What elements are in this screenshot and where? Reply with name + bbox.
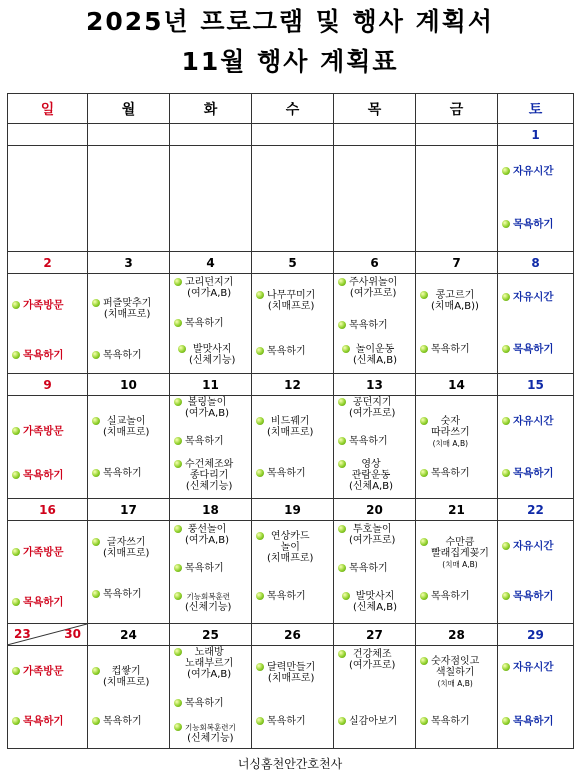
event-item: 실감아보기 <box>338 716 413 727</box>
weekday-tue: 화 <box>170 94 252 124</box>
event-cell <box>170 146 252 252</box>
event-item: 자유시간 <box>502 662 571 673</box>
event-item: 목욕하기 <box>502 716 571 727</box>
event-cell <box>416 396 498 499</box>
event-cell <box>498 646 574 749</box>
event-item: 목욕하기 <box>92 589 167 600</box>
event-cell <box>334 396 416 499</box>
bullet-icon <box>256 347 264 355</box>
event-cell <box>498 274 574 374</box>
bullet-icon <box>502 220 510 228</box>
event-item: 목욕하기 <box>256 346 331 357</box>
event-item: 컵쌓기 (치매프로) <box>92 666 167 688</box>
event-item: 퍼즐맞추기 (치매프로) <box>92 298 167 320</box>
date-cell: 14 <box>416 374 498 396</box>
event-item: 기능회복훈련 (신체기능) <box>174 591 249 613</box>
event-item: 목욕하기 <box>174 318 249 329</box>
bullet-icon <box>256 291 264 299</box>
bullet-icon <box>342 345 350 353</box>
bullet-icon <box>174 699 182 707</box>
date-cell: 4 <box>170 252 252 274</box>
event-cell <box>416 146 498 252</box>
event-item: 가족방문 <box>12 426 85 437</box>
event-cell <box>252 521 334 624</box>
date-cell: 25 <box>170 624 252 646</box>
event-item: 숫자점잇고 색칠하기 (치매 A,B) <box>420 656 495 689</box>
event-cell <box>252 274 334 374</box>
bullet-icon <box>342 592 350 600</box>
event-cell <box>334 646 416 749</box>
bullet-icon <box>12 598 20 606</box>
event-item: 목욕하기 <box>502 344 571 355</box>
event-item: 목욕하기 <box>338 563 413 574</box>
event-item: 투호놀이 (여가프로) <box>338 524 413 546</box>
event-cell <box>252 646 334 749</box>
bullet-icon <box>256 469 264 477</box>
event-item: 자유시간 <box>502 541 571 552</box>
bullet-icon <box>338 398 346 406</box>
event-item: 목욕하기 <box>92 468 167 479</box>
event-item: 목욕하기 <box>420 344 495 355</box>
bullet-icon <box>174 319 182 327</box>
date-cell: 17 <box>88 499 170 521</box>
date-cell: 21 <box>416 499 498 521</box>
event-cell <box>334 146 416 252</box>
event-item: 놀이운동 (신체A,B) <box>342 344 413 366</box>
bullet-icon <box>12 351 20 359</box>
date-row <box>8 499 574 521</box>
event-item: 달력만들기 (치매프로) <box>256 662 331 684</box>
date-cell-combined <box>8 624 88 646</box>
bullet-icon <box>174 460 182 468</box>
date-cell: 3 <box>88 252 170 274</box>
bullet-icon <box>92 538 100 546</box>
event-item: 목욕하기 <box>174 436 249 447</box>
bullet-icon <box>420 717 428 725</box>
bullet-icon <box>338 650 346 658</box>
document-title: 2025년 프로그램 및 행사 계획서 <box>85 7 495 36</box>
bullet-icon <box>420 657 428 665</box>
event-row <box>8 396 574 499</box>
event-cell <box>8 646 88 749</box>
bullet-icon <box>12 548 20 556</box>
date-cell: 7 <box>416 252 498 274</box>
date-cell: 12 <box>252 374 334 396</box>
event-item: 발맛사지 (신체A,B) <box>342 591 413 613</box>
event-cell <box>88 646 170 749</box>
event-item: 글자쓰기 (치매프로) <box>92 537 167 559</box>
calendar-table <box>7 93 574 749</box>
footer-organization: 너싱홈천안간호천사 <box>237 757 343 771</box>
event-item: 콩고르기 (치매A,B)) <box>420 290 495 312</box>
event-item: 목욕하기 <box>502 468 571 479</box>
bullet-icon <box>174 398 182 406</box>
event-item: 목욕하기 <box>420 468 495 479</box>
date-row <box>8 124 574 146</box>
event-row <box>8 521 574 624</box>
date-cell: 16 <box>8 499 88 521</box>
event-item: 가족방문 <box>12 666 85 677</box>
bullet-icon <box>420 417 428 425</box>
event-item: 수만큼 빨래집게꽂기 (치매 A,B) <box>420 537 495 570</box>
event-item: 자유시간 <box>502 166 571 177</box>
bullet-icon <box>420 291 428 299</box>
date-row <box>8 374 574 396</box>
event-item: 목욕하기 <box>420 591 495 602</box>
event-cell <box>88 396 170 499</box>
event-cell <box>8 274 88 374</box>
event-cell <box>8 396 88 499</box>
bullet-icon <box>502 293 510 301</box>
bullet-icon <box>12 301 20 309</box>
event-item: 가족방문 <box>12 300 85 311</box>
bullet-icon <box>338 278 346 286</box>
event-row <box>8 146 574 252</box>
event-cell <box>170 646 252 749</box>
bullet-icon <box>174 564 182 572</box>
event-cell <box>416 521 498 624</box>
event-cell <box>170 521 252 624</box>
event-cell <box>8 521 88 624</box>
event-cell <box>498 521 574 624</box>
date-23: 23 <box>14 627 31 641</box>
event-item: 목욕하기 <box>12 716 85 727</box>
weekday-sun: 일 <box>8 94 88 124</box>
date-cell: 26 <box>252 624 334 646</box>
date-cell: 19 <box>252 499 334 521</box>
bullet-icon <box>502 542 510 550</box>
weekday-sat: 토 <box>498 94 574 124</box>
bullet-icon <box>256 417 264 425</box>
event-item: 목욕하기 <box>256 591 331 602</box>
bullet-icon <box>502 167 510 175</box>
event-item: 볼링놀이 (여가A,B) <box>174 397 249 419</box>
bullet-icon <box>338 525 346 533</box>
event-item: 가족방문 <box>12 547 85 558</box>
event-cell <box>252 396 334 499</box>
date-row <box>8 252 574 274</box>
event-item: 나무꾸미기 (치매프로) <box>256 290 331 312</box>
event-item: 목욕하기 <box>338 436 413 447</box>
bullet-icon <box>338 437 346 445</box>
event-item: 목욕하기 <box>502 591 571 602</box>
bullet-icon <box>92 469 100 477</box>
bullet-icon <box>502 717 510 725</box>
bullet-icon <box>338 321 346 329</box>
date-row <box>8 624 574 646</box>
bullet-icon <box>92 299 100 307</box>
date-cell: 20 <box>334 499 416 521</box>
event-cell <box>170 396 252 499</box>
bullet-icon <box>502 345 510 353</box>
bullet-icon <box>174 723 182 731</box>
date-cell: 8 <box>498 252 574 274</box>
bullet-icon <box>12 667 20 675</box>
event-item: 목욕하기 <box>174 698 249 709</box>
bullet-icon <box>92 717 100 725</box>
date-cell: 22 <box>498 499 574 521</box>
date-cell: 28 <box>416 624 498 646</box>
bullet-icon <box>92 667 100 675</box>
date-cell <box>334 124 416 146</box>
bullet-icon <box>420 345 428 353</box>
event-cell <box>252 146 334 252</box>
event-item: 목욕하기 <box>502 219 571 230</box>
event-item: 목욕하기 <box>420 716 495 727</box>
date-cell: 10 <box>88 374 170 396</box>
bullet-icon <box>256 532 264 540</box>
event-row <box>8 274 574 374</box>
date-cell <box>252 124 334 146</box>
event-cell <box>334 274 416 374</box>
document-subtitle: 11월 행사 계획표 <box>181 47 399 76</box>
bullet-icon <box>502 417 510 425</box>
event-item: 자유시간 <box>502 416 571 427</box>
event-item: 고리던지기 (여가A,B) <box>174 277 249 299</box>
bullet-icon <box>92 351 100 359</box>
bullet-icon <box>256 717 264 725</box>
bullet-icon <box>174 437 182 445</box>
event-item: 숫자 따라쓰기 (치매 A,B) <box>420 416 495 449</box>
event-item: 노래방 노래부르기 (여가A,B) <box>174 647 249 680</box>
date-cell: 11 <box>170 374 252 396</box>
event-item: 목욕하기 <box>12 597 85 608</box>
date-cell: 15 <box>498 374 574 396</box>
bullet-icon <box>420 592 428 600</box>
date-cell: 29 <box>498 624 574 646</box>
bullet-icon <box>256 592 264 600</box>
bullet-icon <box>174 592 182 600</box>
event-cell <box>88 274 170 374</box>
date-cell: 2 <box>8 252 88 274</box>
event-item: 목욕하기 <box>174 563 249 574</box>
bullet-icon <box>338 717 346 725</box>
event-cell <box>88 521 170 624</box>
event-item: 풍선놀이 (여가A,B) <box>174 524 249 546</box>
bullet-icon <box>174 278 182 286</box>
event-item: 목욕하기 <box>12 350 85 361</box>
event-cell <box>416 274 498 374</box>
date-cell <box>416 124 498 146</box>
event-item: 목욕하기 <box>92 350 167 361</box>
event-item: 수건체조와 종다리기 (신체기능) <box>174 459 249 492</box>
event-row <box>8 646 574 749</box>
event-item: 건강체조 (여가프로) <box>338 649 413 671</box>
bullet-icon <box>338 564 346 572</box>
date-cell: 18 <box>170 499 252 521</box>
event-item: 비드꿰기 (치매프로) <box>256 416 331 438</box>
weekday-wed: 수 <box>252 94 334 124</box>
date-30: 30 <box>64 627 81 641</box>
bullet-icon <box>338 460 346 468</box>
weekday-header-row <box>8 94 574 124</box>
event-cell <box>170 274 252 374</box>
event-item: 주사위놀이 (여가프로) <box>338 277 413 299</box>
event-item: 목욕하기 <box>256 468 331 479</box>
weekday-fri: 금 <box>416 94 498 124</box>
bullet-icon <box>256 663 264 671</box>
event-item: 목욕하기 <box>338 320 413 331</box>
date-cell: 6 <box>334 252 416 274</box>
bullet-icon <box>420 538 428 546</box>
event-cell <box>416 646 498 749</box>
date-cell <box>88 124 170 146</box>
date-cell: 9 <box>8 374 88 396</box>
date-cell: 24 <box>88 624 170 646</box>
event-item: 목욕하기 <box>256 716 331 727</box>
bullet-icon <box>12 427 20 435</box>
bullet-icon <box>174 648 182 656</box>
event-item: 기능회복훈련기 (신체기능) <box>174 722 249 744</box>
event-cell <box>498 396 574 499</box>
date-cell: 27 <box>334 624 416 646</box>
bullet-icon <box>174 525 182 533</box>
bullet-icon <box>502 592 510 600</box>
date-cell: 5 <box>252 252 334 274</box>
date-cell: 1 <box>498 124 574 146</box>
date-cell: 13 <box>334 374 416 396</box>
date-cell <box>170 124 252 146</box>
event-cell <box>88 146 170 252</box>
event-item: 연상카드 놀이 (치매프로) <box>256 531 331 564</box>
weekday-mon: 월 <box>88 94 170 124</box>
bullet-icon <box>420 469 428 477</box>
event-item: 자유시간 <box>502 292 571 303</box>
bullet-icon <box>178 345 186 353</box>
bullet-icon <box>92 417 100 425</box>
event-cell <box>334 521 416 624</box>
date-cell <box>8 124 88 146</box>
event-item: 영상 관람운동 (신체A,B) <box>338 459 413 492</box>
event-item: 실교놀이 (치매프로) <box>92 416 167 438</box>
event-item: 공던지기 (여가프로) <box>338 397 413 419</box>
bullet-icon <box>12 471 20 479</box>
event-item: 발맛사지 (신체기능) <box>178 344 249 366</box>
event-cell <box>8 146 88 252</box>
bullet-icon <box>502 469 510 477</box>
event-item: 목욕하기 <box>92 716 167 727</box>
bullet-icon <box>502 663 510 671</box>
bullet-icon <box>12 717 20 725</box>
weekday-thu: 목 <box>334 94 416 124</box>
bullet-icon <box>92 590 100 598</box>
event-item: 목욕하기 <box>12 470 85 481</box>
event-cell <box>498 146 574 252</box>
